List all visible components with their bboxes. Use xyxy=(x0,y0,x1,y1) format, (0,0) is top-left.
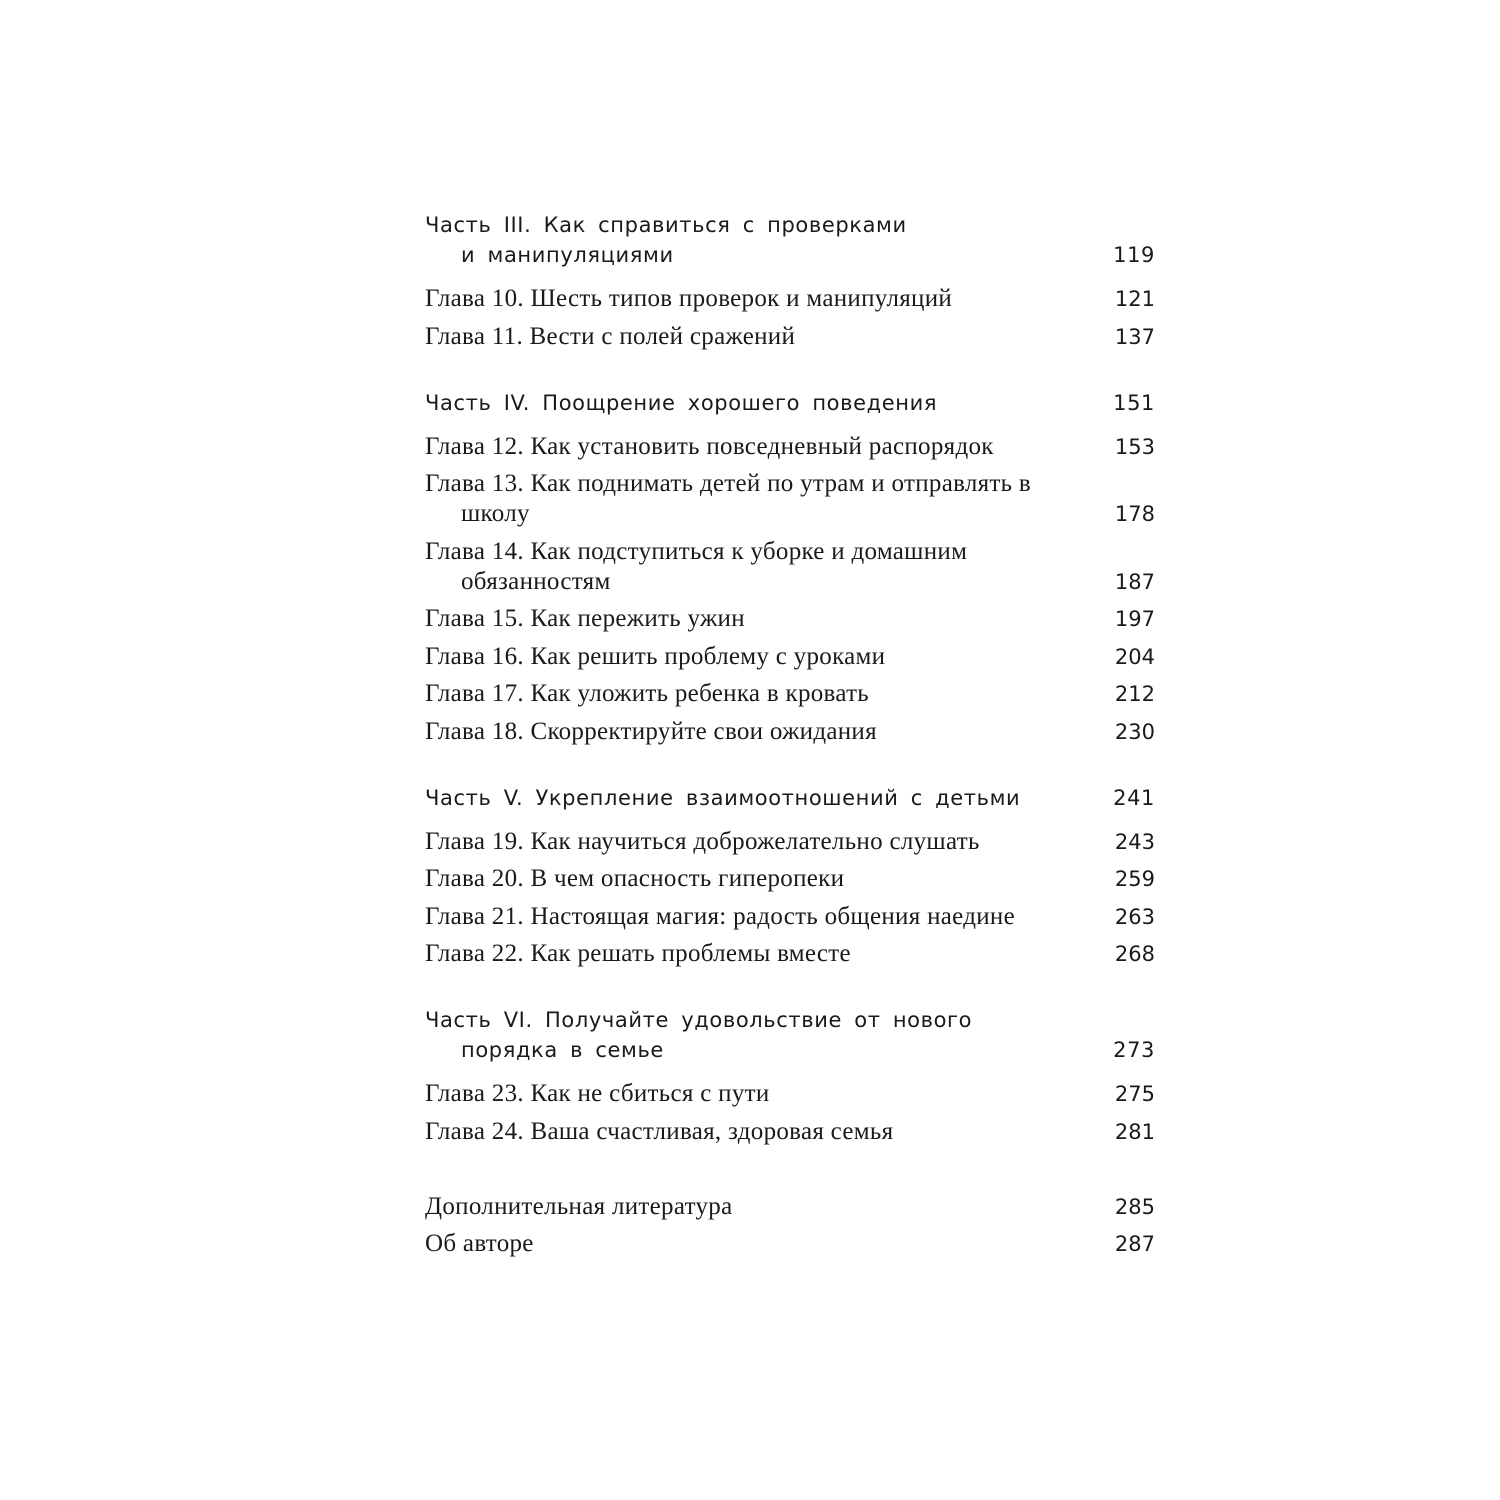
page-number: 281 xyxy=(1114,1119,1155,1144)
chapter-title: Глава 19. Как научиться доброжелательно слушать xyxy=(425,827,980,855)
chapter-title: Глава 13. Как поднимать детей по утрам и отправлять в школу xyxy=(425,470,1032,527)
toc-chapter-24 xyxy=(425,1117,1155,1147)
page-number: 285 xyxy=(1114,1194,1155,1219)
toc-chapter-13 xyxy=(425,469,1155,529)
chapter-title: Глава 21. Настоящая магия: радость общения наедине xyxy=(425,902,1015,930)
page-number: 178 xyxy=(1114,502,1155,526)
toc-chapter-11 xyxy=(425,322,1155,352)
chapter-title: Глава 22. Как решать проблемы вместе xyxy=(425,940,851,967)
page-number: 273 xyxy=(1113,1038,1155,1062)
page-number: 263 xyxy=(1114,904,1155,929)
toc-chapter-20 xyxy=(425,864,1155,894)
page-number: 275 xyxy=(1114,1082,1155,1106)
page-number: 259 xyxy=(1114,867,1155,891)
toc-chapter-19 xyxy=(425,827,1155,857)
chapter-title: Глава 14. Как подступиться к уборке и домашним обязанностям xyxy=(425,537,968,595)
page-number: 243 xyxy=(1114,829,1155,854)
page-number: 241 xyxy=(1113,785,1155,810)
toc-part-6 xyxy=(425,1005,1155,1065)
chapter-title: Глава 23. Как не сбиться с пути xyxy=(425,1080,770,1107)
page-number: 151 xyxy=(1113,390,1155,415)
chapter-title: Глава 20. В чем опасность гиперопеки xyxy=(425,865,845,892)
toc-chapter-17 xyxy=(425,679,1155,709)
toc-part-5 xyxy=(425,783,1155,813)
toc-chapter-10 xyxy=(425,284,1155,314)
page-number: 268 xyxy=(1114,942,1155,966)
chapter-title: Глава 10. Шесть типов проверок и манипуляций xyxy=(425,285,953,312)
chapter-title: Глава 17. Как уложить ребенка в кровать xyxy=(425,680,870,707)
toc-chapter-23 xyxy=(425,1079,1155,1109)
page-number: 187 xyxy=(1114,569,1155,594)
page-number: 119 xyxy=(1113,243,1155,267)
toc-part-3 xyxy=(425,210,1155,270)
page-number: 153 xyxy=(1114,434,1155,459)
toc-chapter-22 xyxy=(425,939,1155,969)
page-number: 287 xyxy=(1114,1232,1155,1256)
toc-chapter-21 xyxy=(425,902,1155,932)
chapter-title: Глава 11. Вести с полей сражений xyxy=(425,322,796,350)
toc-further-reading xyxy=(425,1192,1155,1222)
part-title: Часть V. Укрепление взаимоотношений с детьми xyxy=(425,785,1021,810)
toc-part-4 xyxy=(425,388,1155,418)
chapter-title: Глава 12. Как установить повседневный распорядок xyxy=(425,432,994,460)
chapter-title: Глава 15. Как пережить ужин xyxy=(425,605,745,632)
toc-chapter-14 xyxy=(425,537,1155,597)
page-number: 121 xyxy=(1114,287,1155,311)
about-author-title: Об авторе xyxy=(425,1230,534,1257)
part-title: Часть VI. Получайте удовольствие от нового порядка в семье xyxy=(425,1008,973,1062)
toc-chapter-16 xyxy=(425,642,1155,672)
part-title: Часть IV. Поощрение хорошего поведения xyxy=(425,390,938,415)
toc-chapter-18 xyxy=(425,717,1155,747)
chapter-title: Глава 24. Ваша счастливая, здоровая семья xyxy=(425,1117,894,1145)
page-number: 137 xyxy=(1114,324,1155,349)
further-reading-title: Дополнительная литература xyxy=(425,1192,733,1220)
page-number: 230 xyxy=(1114,719,1155,744)
page-number: 212 xyxy=(1114,682,1155,706)
part-title: Часть III. Как справиться с проверками и манипуляциями xyxy=(425,213,907,267)
toc-chapter-15 xyxy=(425,604,1155,634)
page-number: 204 xyxy=(1114,644,1155,669)
table-of-contents xyxy=(425,210,1155,1259)
toc-chapter-12 xyxy=(425,432,1155,462)
chapter-title: Глава 16. Как решить проблему с уроками xyxy=(425,642,886,670)
toc-about-author xyxy=(425,1229,1155,1259)
chapter-title: Глава 18. Скорректируйте свои ожидания xyxy=(425,717,877,745)
page-number: 197 xyxy=(1114,607,1155,631)
